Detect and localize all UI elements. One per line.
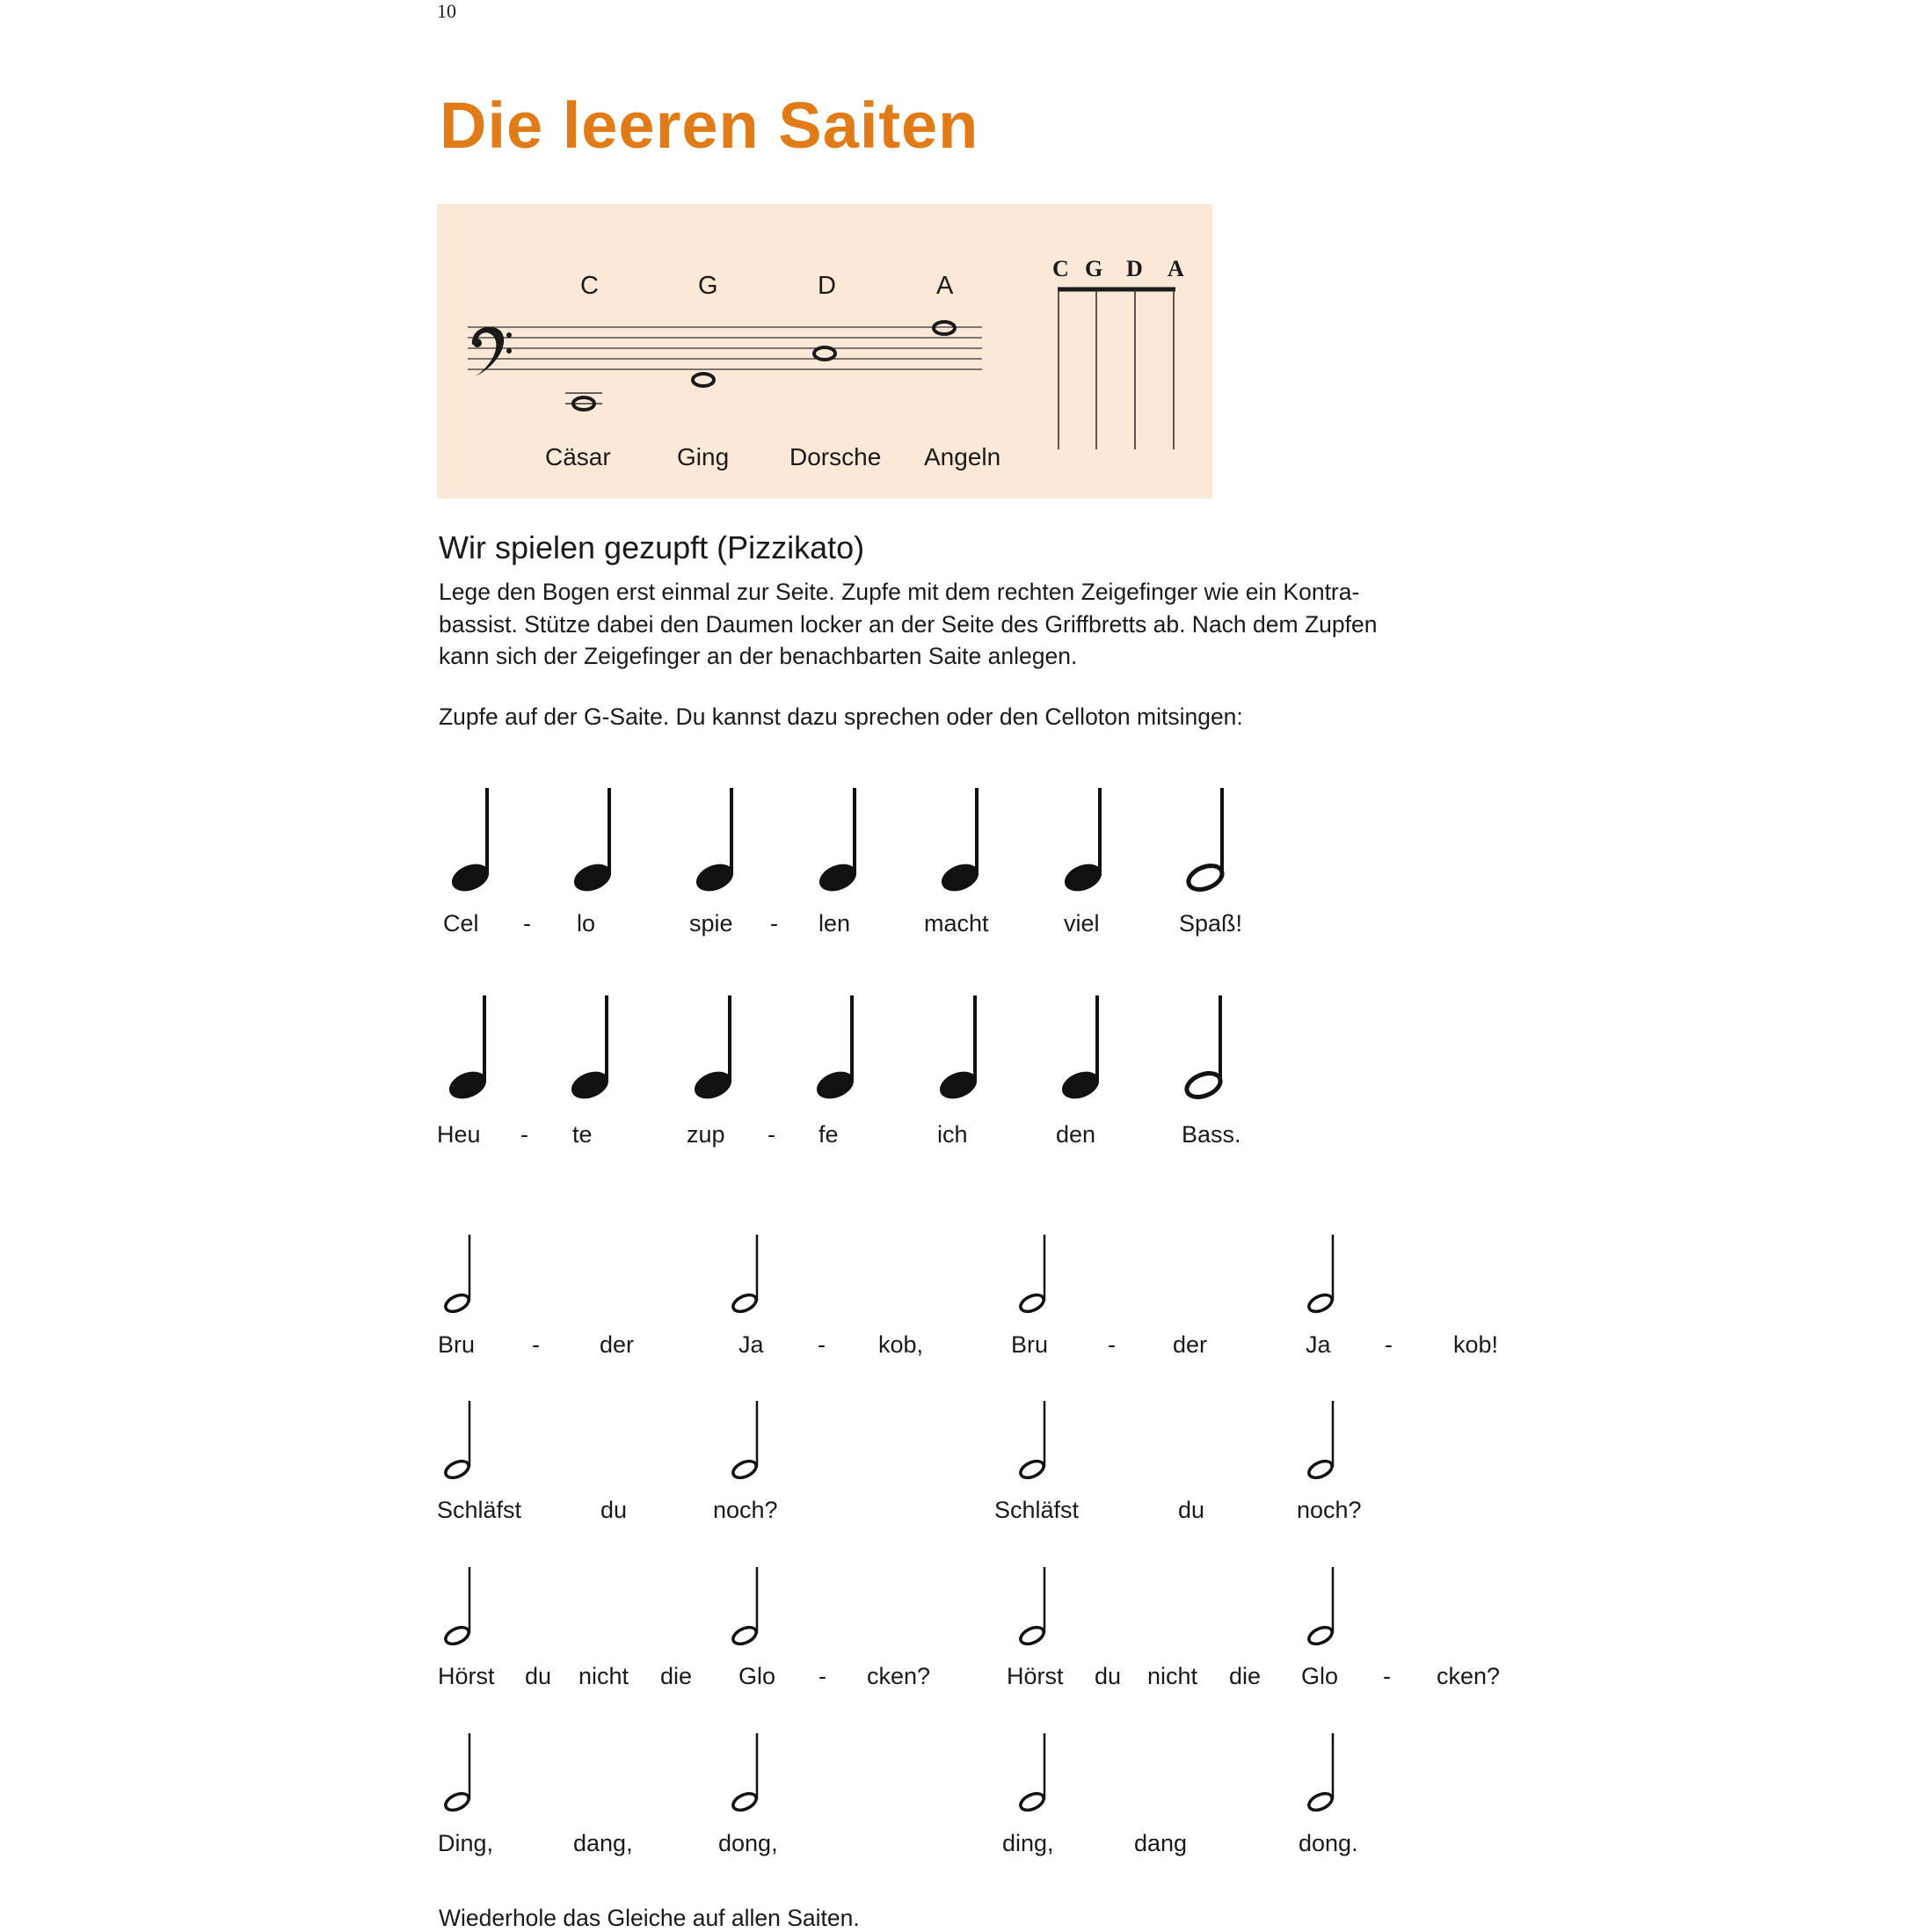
instructions-paragraph xyxy=(439,576,1441,673)
rhythm-row-1 xyxy=(443,788,1242,937)
lyric-syllable: fe xyxy=(818,1121,839,1148)
lyric-syllable: Schläfst xyxy=(994,1497,1080,1523)
quarter-note xyxy=(812,995,857,1104)
quarter-note xyxy=(447,788,492,896)
half-note xyxy=(1306,1235,1335,1315)
lyric-syllable: Heu xyxy=(437,1121,481,1148)
lyric-syllable: dang xyxy=(1134,1830,1188,1856)
lyric-syllable: du xyxy=(525,1663,552,1689)
mnemonic-word: Angeln xyxy=(924,443,1001,470)
section-heading: Wir spielen gezupft (Pizzikato) xyxy=(439,529,865,565)
paragraph-line: bassist. Stütze dabei den Daumen locker an der Seite des Griffbretts ab. Nach dem Zupfen xyxy=(439,610,1378,638)
lyric-syllable: Spaß! xyxy=(1179,910,1243,937)
lyric-syllable: dong. xyxy=(1299,1830,1358,1856)
string-label: A xyxy=(1168,256,1184,281)
lyric-syllable: du xyxy=(1178,1497,1205,1523)
lyric-hyphen: - xyxy=(770,910,778,937)
paragraph-line: Lege den Bogen erst einmal zur Seite. Zupfe mit dem rechten Zeigefinger wie ein Kontra- xyxy=(439,579,1360,605)
song-row-1 xyxy=(438,1235,1498,1358)
lyric-syllable: noch? xyxy=(1297,1497,1362,1523)
lyric-hyphen: - xyxy=(818,1331,826,1358)
lyric-syllable: cken? xyxy=(1437,1663,1501,1689)
half-note xyxy=(1183,995,1224,1102)
lyric-syllable: spie xyxy=(689,910,733,937)
lyric-syllable: dong, xyxy=(718,1830,778,1856)
lyric-syllable: Glo xyxy=(738,1663,776,1689)
lyric-syllable: der xyxy=(600,1331,635,1358)
lyric-syllable: ding, xyxy=(1002,1830,1054,1856)
mnemonic-word: Ging xyxy=(677,443,730,470)
half-note xyxy=(1018,1235,1046,1315)
half-note xyxy=(1306,1567,1335,1647)
lyric-syllable: du xyxy=(600,1497,628,1523)
quarter-note xyxy=(690,995,735,1104)
page-title: Die leeren Saiten xyxy=(440,89,979,162)
half-note xyxy=(1185,788,1226,894)
lyric-syllable: Hörst xyxy=(1007,1663,1064,1689)
bass-staff xyxy=(468,327,982,369)
footer-instruction: Wiederhole das Gleiche auf allen Saiten. xyxy=(439,1905,860,1931)
lyric-syllable: kob! xyxy=(1453,1331,1499,1358)
half-note xyxy=(731,1235,759,1315)
lyric-syllable: zup xyxy=(687,1121,725,1148)
lyric-syllable: Schläfst xyxy=(437,1497,522,1523)
lyric-hyphen: - xyxy=(523,910,531,937)
note-letter: D xyxy=(818,272,836,300)
half-note xyxy=(731,1401,759,1481)
lyric-syllable: Ja xyxy=(738,1331,764,1358)
note-d-whole xyxy=(814,347,835,360)
string-label: G xyxy=(1085,256,1103,281)
lyric-syllable: Bru xyxy=(1011,1331,1049,1358)
paragraph-line: kann sich der Zeigefinger an der benachbarten Saite anlegen. xyxy=(439,643,1078,669)
note-letter: C xyxy=(580,272,599,300)
quarter-note xyxy=(692,788,737,896)
lyric-syllable: len xyxy=(818,910,851,937)
half-note xyxy=(1306,1401,1335,1481)
lyric-hyphen: - xyxy=(768,1121,775,1148)
lyric-syllable: Hörst xyxy=(438,1663,495,1689)
page-number: 10 xyxy=(437,0,456,22)
note-g-whole xyxy=(693,374,714,386)
lyric-syllable: Bru xyxy=(438,1331,476,1358)
song-row-2 xyxy=(437,1401,1362,1523)
half-note xyxy=(443,1567,471,1647)
lyric-syllable: lo xyxy=(577,910,596,937)
quarter-note xyxy=(935,995,980,1104)
lyric-syllable: nicht xyxy=(1147,1663,1198,1689)
half-note xyxy=(1018,1401,1046,1481)
half-note xyxy=(443,1235,471,1315)
lyric-syllable: dang, xyxy=(573,1830,633,1856)
half-note xyxy=(731,1567,759,1647)
quarter-note xyxy=(815,788,860,896)
half-note xyxy=(1018,1733,1046,1813)
song-row-3 xyxy=(438,1567,1500,1689)
lyric-syllable: cken? xyxy=(867,1663,931,1689)
lyric-syllable: kob, xyxy=(878,1331,924,1358)
quarter-note xyxy=(1058,995,1102,1104)
lyric-hyphen: - xyxy=(520,1121,528,1148)
half-note xyxy=(443,1401,471,1481)
open-strings-diagram xyxy=(437,204,1212,499)
lyric-hyphen: - xyxy=(1383,1663,1391,1689)
half-note xyxy=(443,1733,471,1813)
song-row-4 xyxy=(438,1733,1358,1856)
half-note xyxy=(1306,1733,1335,1813)
rhythm-row-2 xyxy=(437,995,1241,1148)
note-letter: A xyxy=(936,272,954,300)
lyric-hyphen: - xyxy=(1108,1331,1116,1358)
string-label: D xyxy=(1126,256,1143,281)
half-note xyxy=(1018,1567,1046,1647)
lyric-hyphen: - xyxy=(818,1663,826,1689)
lyric-syllable: Ding, xyxy=(438,1830,494,1856)
lyric-syllable: viel xyxy=(1064,910,1100,937)
open-strings-figure xyxy=(437,204,1212,499)
note-a-whole xyxy=(934,322,955,334)
note-c-whole xyxy=(565,393,602,410)
quarter-note xyxy=(937,788,982,896)
lyric-syllable: den xyxy=(1056,1121,1096,1148)
string-label: C xyxy=(1052,256,1069,281)
lyric-syllable: macht xyxy=(924,910,989,937)
mnemonic-word: Cäsar xyxy=(545,443,611,470)
lyric-syllable: te xyxy=(572,1121,593,1148)
lyric-syllable: Bass. xyxy=(1182,1121,1241,1148)
quarter-note xyxy=(567,995,612,1104)
lyric-syllable: du xyxy=(1095,1663,1122,1689)
pluck-instruction: Zupfe auf der G-Saite. Du kannst dazu sprechen oder den Celloton mitsingen: xyxy=(439,704,1243,730)
quarter-note xyxy=(1060,788,1105,896)
quarter-note xyxy=(445,995,490,1104)
quarter-note xyxy=(570,788,615,896)
lyric-syllable: nicht xyxy=(578,1663,629,1689)
lyric-syllable: die xyxy=(660,1663,693,1689)
lyric-syllable: Cel xyxy=(443,910,479,937)
lyric-syllable: der xyxy=(1173,1331,1208,1358)
note-letter: G xyxy=(698,272,718,300)
lyric-syllable: Ja xyxy=(1306,1331,1331,1358)
lyric-syllable: die xyxy=(1229,1663,1262,1689)
lyric-hyphen: - xyxy=(532,1331,540,1358)
lyric-syllable: noch? xyxy=(713,1497,778,1523)
cello-strings-diagram xyxy=(1052,256,1184,449)
lyric-hyphen: - xyxy=(1385,1331,1393,1358)
mnemonic-word: Dorsche xyxy=(789,443,882,470)
lyric-syllable: ich xyxy=(937,1121,968,1148)
lyric-syllable: Glo xyxy=(1301,1663,1339,1689)
half-note xyxy=(731,1733,759,1813)
